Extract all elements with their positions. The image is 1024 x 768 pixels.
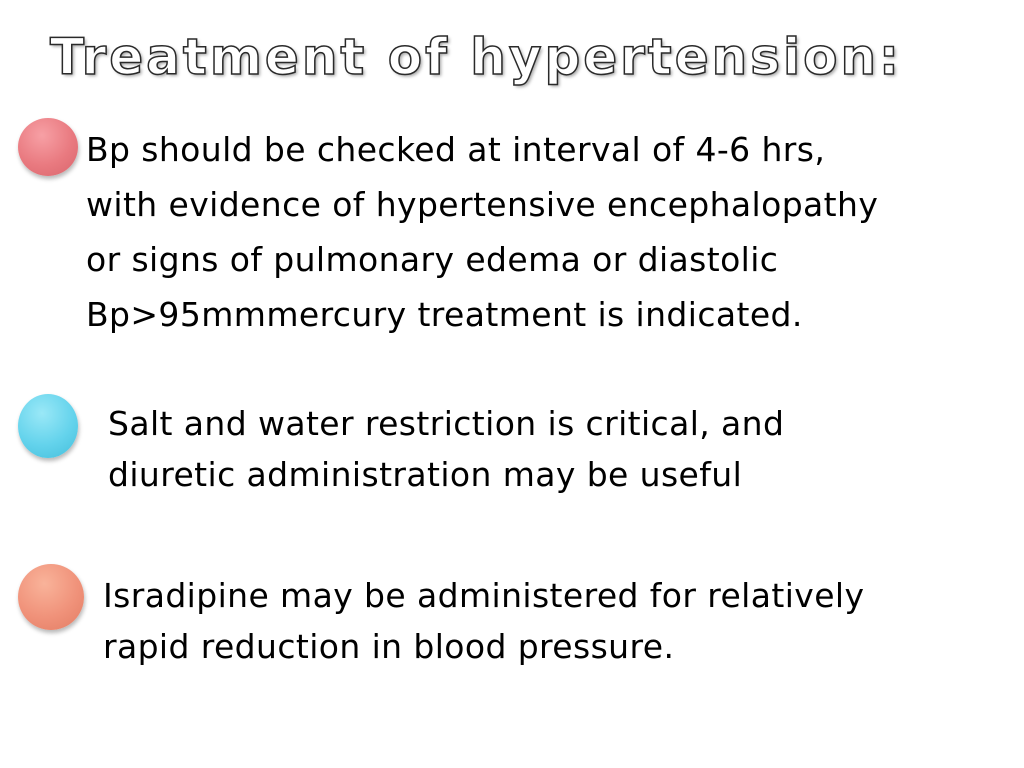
bullet-text-1 — [86, 122, 878, 342]
bullet-2-line-2: diuretic administration may be useful — [108, 455, 743, 494]
bullet-1-line-2: with evidence of hypertensive encephalopathy — [86, 185, 879, 224]
bullet-1-line-1: Bp should be checked at interval of 4-6 hrs, — [86, 130, 826, 169]
bullet-3-line-1: Isradipine may be administered for relatively — [103, 576, 865, 615]
bullet-circle-icon-1 — [18, 118, 78, 176]
bullet-text-3 — [103, 570, 864, 672]
bullet-3-line-2: rapid reduction in blood pressure. — [103, 627, 675, 666]
slide-title: Treatment of hypertension: — [50, 28, 903, 86]
bullet-1-line-4: Bp>95mmmercury treatment is indicated. — [86, 295, 803, 334]
bullet-2-line-1: Salt and water restriction is critical, and — [108, 404, 785, 443]
bullet-text-2 — [108, 398, 784, 500]
bullet-1-line-3: or signs of pulmonary edema or diastolic — [86, 240, 779, 279]
bullet-circle-icon-3 — [18, 564, 84, 630]
bullet-circle-icon-2 — [18, 394, 78, 458]
